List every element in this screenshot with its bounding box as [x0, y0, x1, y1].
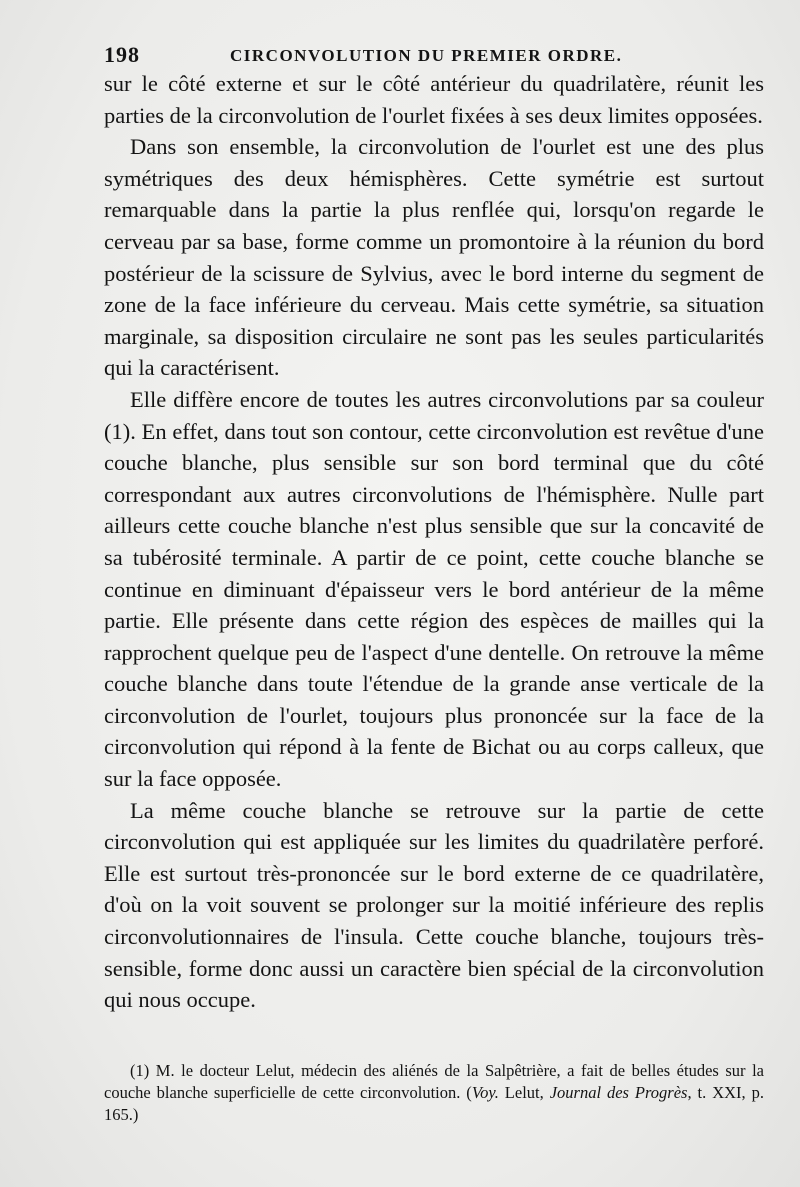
footnote-ref-author: Lelut, [498, 1083, 550, 1102]
footnote-text: (1) M. le docteur Lelut, médecin des aliénés de la Salpêtrière, a fait de belles études sur la couche blanche superficielle de cette circonvolution. ( [104, 1061, 764, 1102]
paragraph: Elle diffère encore de toutes les autres circonvolutions par sa couleur (1). En effet, dans tout son contour, cette circonvolution est revêtue d'une couche blanche, plus sensible sur son bord terminal que du côté correspondant aux autres circonvolutions de l'hémisphère. Nulle part ailleurs cette couche blanche n'est plus sensible que sur la concavité de sa tubérosité terminale. A partir de ce point, cette couche blanche se continue en diminuant d'épaisseur vers le bord antérieur de la même partie. Elle présente dans cette région des espèces de mailles qui la rapprochent quelque peu de l'aspect d'une dentelle. On retrouve la même couche blanche dans toute l'étendue de la grande anse verticale de la circonvolution de l'ourlet, toujours plus prononcée sur la face de la circonvolution qui répond à la fente de Bichat ou au corps calleux, que sur la face opposée. [104, 386, 764, 792]
footnote-ref-rest: , t. XXI, p. 165.) [104, 1083, 764, 1124]
running-title: CIRCONVOLUTION DU PREMIER ORDRE. [230, 46, 623, 65]
footnote [104, 1060, 764, 1126]
body-text [104, 68, 764, 1016]
footnote-paragraph [104, 1060, 764, 1126]
paragraph: La même couche blanche se retrouve sur la partie de cette circonvolution qui est appliquée sur les limites du quadrilatère perforé. Elle est surtout très-prononcée sur le bord externe de ce quadrilatère, d'où on la voit souvent se prolonger sur la moitié inférieure des replis circonvolutionnaires de l'insula. Cette couche blanche, toujours très-sensible, forme donc aussi un caractère bien spécial de la circonvolution qui nous occupe. [104, 797, 764, 1013]
paragraph-continued: sur le côté externe et sur le côté antérieur du quadrilatère, réunit les parties de la circonvolution de l'ourlet fixées à ses deux limites opposées. [104, 71, 764, 128]
page-number: 198 [104, 42, 140, 67]
footnote-ref-label: Voy. [471, 1083, 499, 1102]
paragraph: Dans son ensemble, la circonvolution de l'ourlet est une des plus symétriques des deux hémisphères. Cette symétrie est surtout remarquable dans la partie la plus renflée qui, lorsqu'on regarde le cerveau par sa base, forme comme un promontoire à la réunion du bord postérieur de la scissure de Sylvius, avec le bord interne du segment de zone de la face inférieure du cerveau. Mais cette symétrie, sa situation marginale, sa disposition circulaire ne sont pas les seules particularités qui la caractérisent. [104, 134, 764, 381]
footnote-ref-journal: Journal des Progrès [549, 1083, 688, 1102]
